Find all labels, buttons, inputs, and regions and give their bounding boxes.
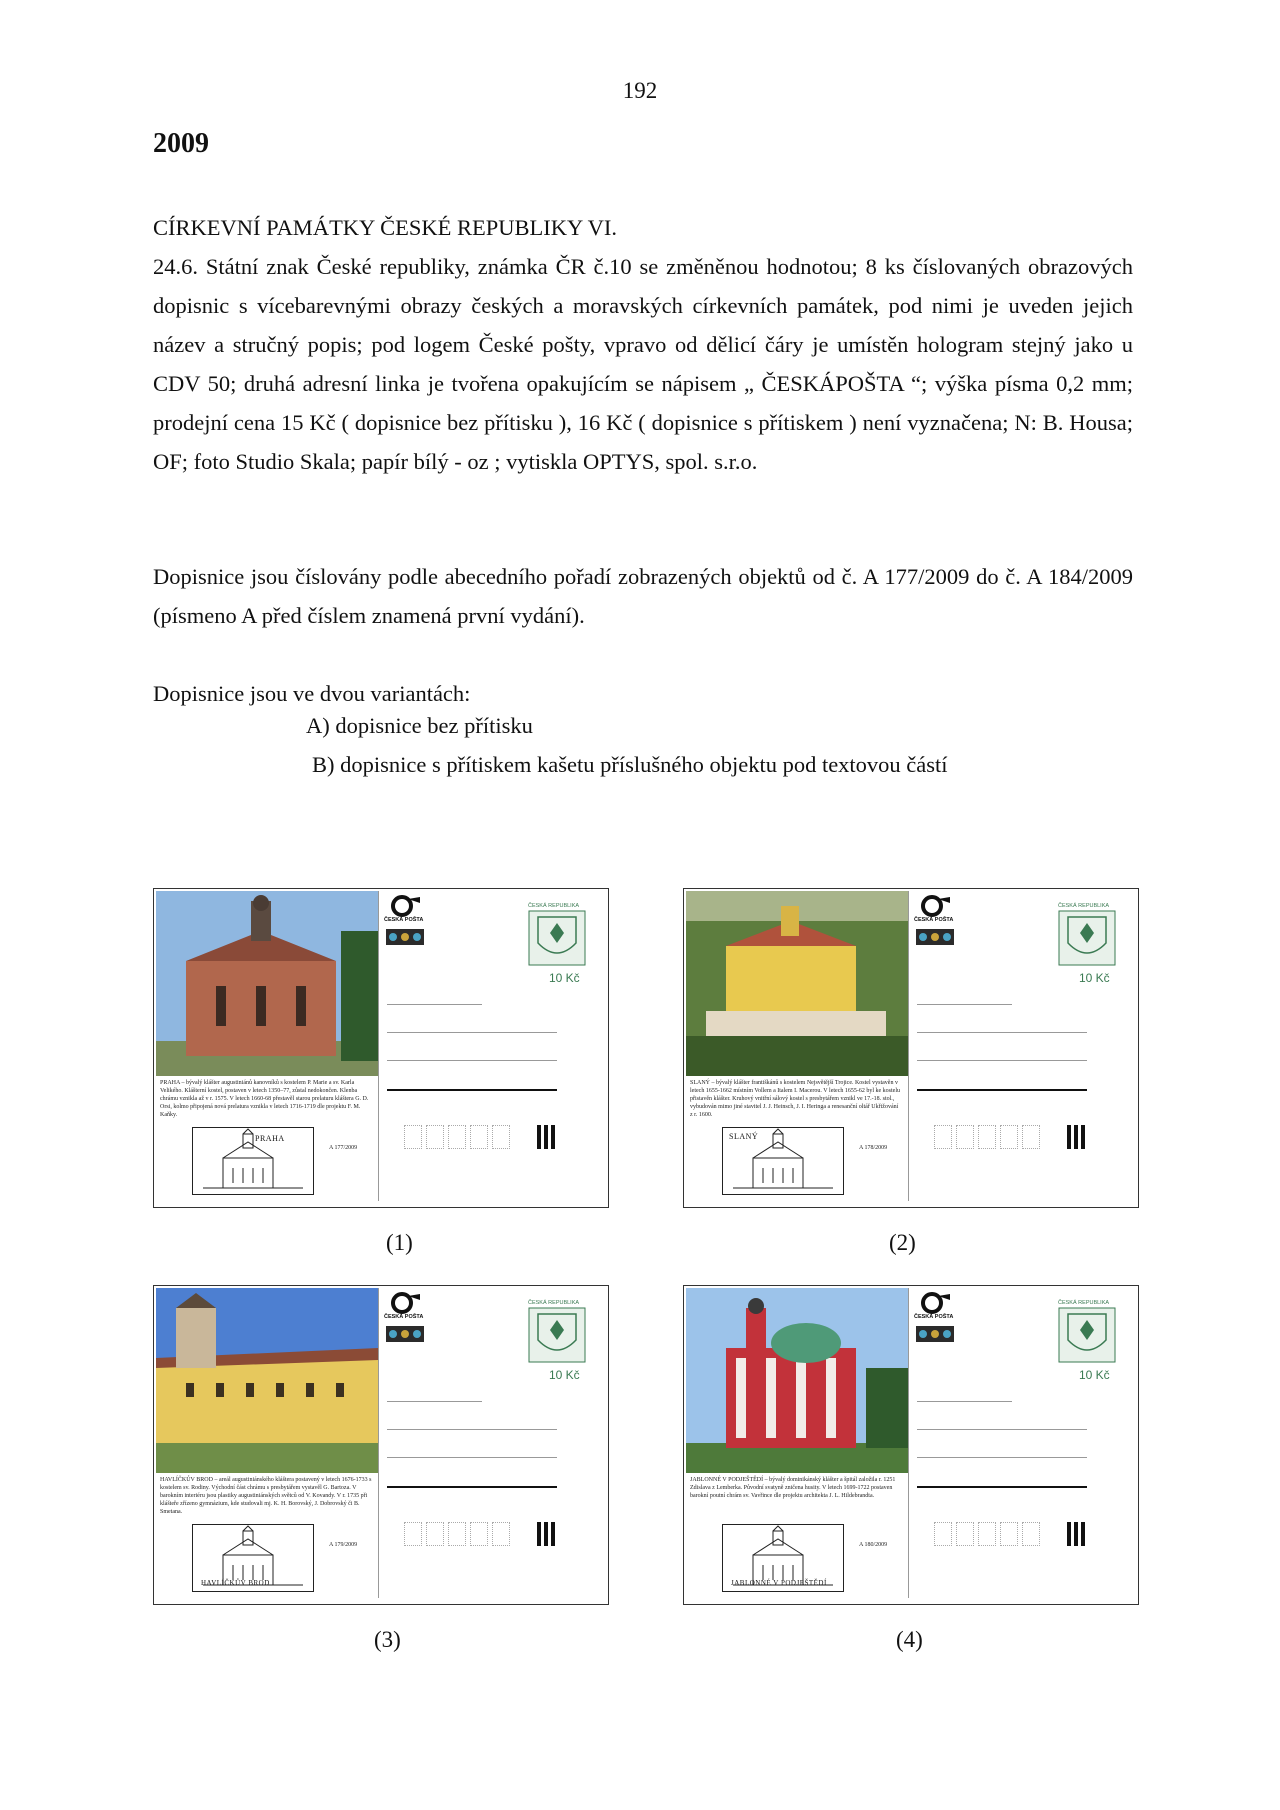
postal-code-box [956,1522,974,1546]
logo-text: ČESKÁ POŠTA [914,1314,954,1320]
postal-code-box [448,1125,466,1149]
postal-code-box [404,1125,422,1149]
address-line [917,1486,1087,1488]
logo-text: ČESKÁ POŠTA [384,1314,424,1320]
address-line [917,1457,1087,1458]
postal-code-box [1022,1125,1040,1149]
postcard-photo [156,891,378,1076]
hologram-icon [916,929,954,945]
postcard-photo-image [686,1288,908,1473]
stamp-coat-of-arms-icon [1058,1300,1116,1364]
postcard-cachet [722,1524,844,1592]
barcode-bars-icon [1067,1125,1089,1149]
postal-code-box [1022,1522,1040,1546]
postal-code-box [934,1125,952,1149]
address-line [387,1429,557,1430]
postcard-number: A 177/2009 [329,1145,358,1151]
logo-text: ČESKÁ POŠTA [914,917,954,923]
divider-line [908,1288,909,1598]
address-line [917,1032,1087,1033]
postcard-caption: HAVLÍČKŮV BROD – areál augustiniánského kláštera postavený v letech 1676-1733 s kostelem sv. Rodiny. Východní část chrámu s presbytářem vystavěl G. Bartoza. V barokním interiéru jsou plastiky augustiniánských světců od V. Kovandy. V r. 1735 při klášteře zřízeno gymnázium, kde studovali mj. K. H. Borovský, J. Dobrovský či B. Smetana. [160,1477,372,1515]
postcard-photo [686,891,908,1076]
figure-label: (1) [386,1230,413,1255]
divider-line [908,891,909,1201]
stamp-country: ČESKÁ REPUBLIKA [528,903,580,909]
figure-label: (3) [374,1627,401,1652]
address-line [387,1401,482,1402]
postal-code-box [426,1522,444,1546]
postcard-number: A 179/2009 [329,1542,358,1548]
section-heading: CÍRKEVNÍ PAMÁTKY ČESKÉ REPUBLIKY VI. [153,215,617,240]
address-line [387,1032,557,1033]
postcard-4 [683,1285,1139,1605]
postcard-photo-image [156,1288,378,1473]
stamp-value: 10 Kč [1079,1368,1110,1382]
postal-code-box [492,1522,510,1546]
stamp-country: ČESKÁ REPUBLIKA [528,1300,580,1306]
postal-code-box [934,1522,952,1546]
postcard-2 [683,888,1139,1208]
postcard-cachet [722,1127,844,1195]
address-line [917,1089,1087,1091]
description-paragraph: 24.6. Státní znak České republiky, známka ČR č.10 se změněnou hodnotou; 8 ks číslovaných obrazových dopisnic s vícebarevnými obrazy českých a moravských církevních památek, pod nimi je uveden jejich název a stručný popis; pod logem České pošty, vpravo od dělicí čáry je umístěn hologram stejný jako u CDV 50; druhá adresní linka je tvořena opakujícím se nápisem „ ČESKÁPOŠTA “; výška písma 0,2 mm; prodejní cena 15 Kč ( dopisnice bez přítisku ), 16 Kč ( dopisnice s přítiskem ) není vyznačena; N: B. Housa; OF; foto Studio Skala; papír bílý - oz ; vytiskla OPTYS, spol. s.r.o. [153,254,1133,474]
church-drawing-icon [193,1128,313,1194]
postcard-photo-image [156,891,378,1076]
stamp-coat-of-arms-icon [528,903,586,967]
postal-code-box [404,1522,422,1546]
address-line [917,1004,1012,1005]
figure-label: (2) [889,1230,916,1255]
postal-code-box [470,1125,488,1149]
cachet-label: JABLONNÉ V PODJEŠTĚDÍ [731,1579,827,1587]
variants-intro: Dopisnice jsou ve dvou variantách: [153,681,471,706]
stamp-country: ČESKÁ REPUBLIKA [1058,1300,1110,1306]
divider-line [378,891,379,1201]
postcard-caption: PRAHA – bývalý klášter augustiniánů kanovníků s kostelem P. Marie a sv. Karla Velikého. Klášterní kostel, postaven v letech 1350–77, zůstal nedokončen. Klenba chrámu vznikla až v r. 1575. V letech 1660-68 přestavěl starou prelaturu klášterа G. D. Orsi, kolmo připojená nová prelatura vznikla v letech 1716-1719 dle projektu F. M. Kaňky. [160,1080,369,1118]
stamp-country: ČESKÁ REPUBLIKA [1058,903,1110,909]
address-line [917,1429,1087,1430]
postal-code-box [978,1522,996,1546]
hologram-icon [916,1326,954,1342]
postal-code-box [470,1522,488,1546]
hologram-icon [386,1326,424,1342]
postcard-cachet [192,1127,314,1195]
divider-line [378,1288,379,1598]
postal-code-box [1000,1522,1018,1546]
postcard-cachet [192,1524,314,1592]
year-heading: 2009 [153,128,209,159]
hologram-icon [386,929,424,945]
cachet-label: PRAHA [255,1134,285,1143]
page-number: 192 [622,78,658,103]
postcard-photo-image [686,891,908,1076]
stamp-value: 10 Kč [1079,971,1110,985]
cachet-label: HAVLÍČKŮV BROD [201,1579,270,1587]
postcard-1 [153,888,609,1208]
stamp-value: 10 Kč [549,971,580,985]
address-line [387,1486,557,1488]
address-line [917,1401,1012,1402]
postal-code-box [956,1125,974,1149]
stamp-value: 10 Kč [549,1368,580,1382]
address-line [387,1060,557,1061]
postal-code-box [426,1125,444,1149]
figure-label: (4) [896,1627,923,1652]
postal-code-box [1000,1125,1018,1149]
address-line [917,1060,1087,1061]
postcard-photo [686,1288,908,1473]
postal-code-box [448,1522,466,1546]
stamp-coat-of-arms-icon [1058,903,1116,967]
stamp-coat-of-arms-icon [528,1300,586,1364]
postcard-3 [153,1285,609,1605]
postcard-number: A 178/2009 [859,1145,888,1151]
variant-a: A) dopisnice bez přítisku [306,713,533,738]
postcard-caption: JABLONNÉ V PODJEŠTĚDÍ – bývalý dominikánský klášter a špitál založila r. 1251 Zdislava z Lemberka. Původní svatyně zničena husity. V letech 1699-1722 postaven barokní poutní chrám sv. Vavřince dle projektu architekta J. L. Hildebrandta. [690,1477,896,1499]
variant-b: B) dopisnice s přítiskem kašetu příslušného objektu pod textovou částí [312,752,948,777]
address-line [387,1457,557,1458]
address-line [387,1004,482,1005]
postcard-number: A 180/2009 [859,1542,888,1548]
logo-text: ČESKÁ POŠTA [384,917,424,923]
postcard-caption: SLANÝ – bývalý klášter františkánů s kostelem Nejsvětější Trojice. Kostel vystavěn v letech 1655-1662 místním Vollem a Italem I. Macerou. V letech 1655-62 byl ke kostelu přistavěn klášter. Kruhový vnitřní sálový kostel s presbytářem vznikl ve 17.-18. stol., vybudován mimo jiné stavitel J. J. Heinsch, J. I. Heringa a renesanční oltář Ukřižování z r. 1600. [690,1080,901,1118]
numbering-paragraph: Dopisnice jsou číslovány podle abecedního pořadí zobrazených objektů od č. A 177/2009 do č. A 184/2009 (písmeno A před číslem znamená první vydání). [153,564,1133,628]
postal-code-box [492,1125,510,1149]
address-line [387,1089,557,1091]
barcode-bars-icon [537,1522,559,1546]
barcode-bars-icon [537,1125,559,1149]
postcard-photo [156,1288,378,1473]
postal-code-box [978,1125,996,1149]
cachet-label: SLANÝ [729,1132,759,1141]
barcode-bars-icon [1067,1522,1089,1546]
